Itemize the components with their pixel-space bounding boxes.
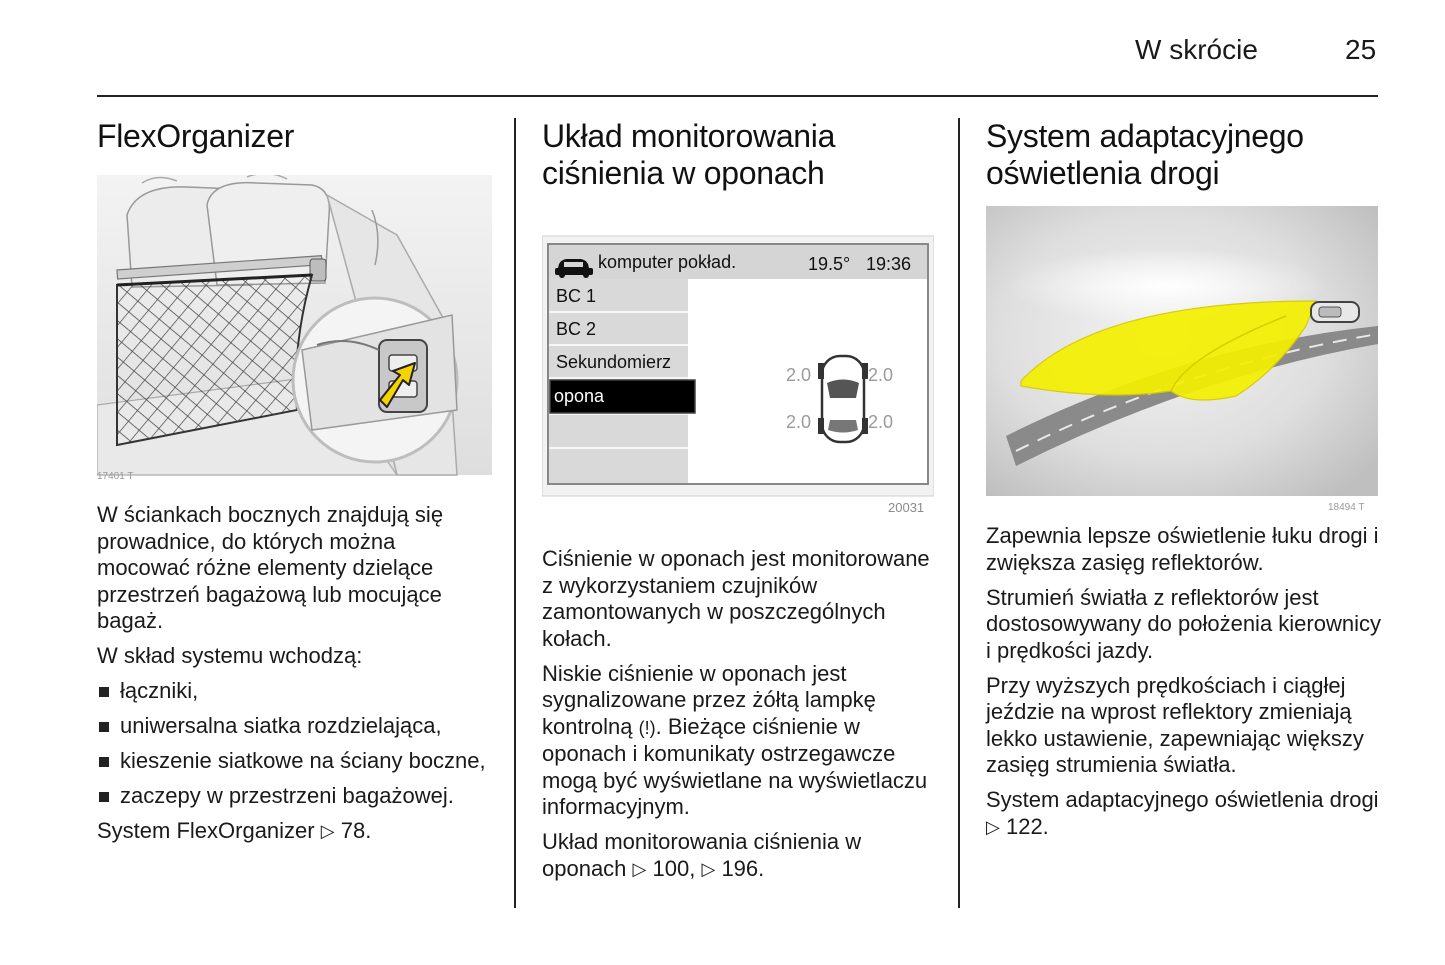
paragraph: Ciśnienie w oponach jest monitorowane z wykorzystaniem czujników zamontowanych w poszczególnych kołach.	[542, 546, 930, 651]
reference-text: System adaptacyjnego oświetlenia drogi	[986, 787, 1379, 812]
paragraph: Zapewnia lepsze oświetlenie łuku drogi i zwiększa zasięg reflektorów.	[986, 523, 1379, 575]
list-item-text: łączniki,	[120, 678, 199, 703]
page-reference-icon: ▷	[320, 821, 335, 841]
menu-item-bc2[interactable]: BC 2	[556, 319, 597, 339]
page-reference-icon: ▷	[701, 858, 716, 879]
paragraph-text: . Bieżące ciśnienie w oponach i komunikaty ostrzegawcze mogą być wyświetlane na wyświetlaczu informacyjnym.	[542, 713, 928, 819]
section-title-line: System adaptacyjnego	[986, 118, 1304, 154]
section-name: W skrócie	[1135, 34, 1258, 65]
paragraph: Przy wyższych prędkościach i ciągłej jeździe na wprost reflektory zmieniają lekko ustawienie, zapewniając większy zasięg strumienia światła.	[986, 672, 1364, 777]
list-item-text: uniwersalna siatka rozdzielająca,	[120, 713, 442, 738]
bullet-icon	[99, 687, 109, 697]
reference-text: Układ monitorowania ciśnienia w oponach	[542, 829, 862, 881]
pressure-front-left: 2.0	[786, 365, 812, 385]
paragraph-text: Niskie ciśnienie w oponach jest sygnalizowane przez żółtą lampkę kontrolną	[542, 660, 876, 739]
pressure-rear-left: 2.0	[786, 412, 812, 432]
figure-id: 20031	[888, 500, 925, 515]
tpms-figure	[542, 208, 934, 528]
adaptive-lighting-figure	[986, 206, 1378, 521]
column-tpms	[542, 118, 937, 891]
display-temperature: 19.5°	[808, 254, 851, 274]
paragraph: Strumień światła z reflektorów jest dostosowywany do położenia kierownicy i prędkości jazdy.	[986, 584, 1381, 663]
menu-item-bc1[interactable]: BC 1	[556, 286, 597, 306]
column-flexorganizer	[97, 118, 492, 853]
section-title-line: oświetlenia drogi	[986, 155, 1220, 191]
display-header-label: komputer pokład.	[598, 252, 737, 272]
flexorganizer-figure	[97, 175, 492, 490]
reference-text: System FlexOrganizer	[97, 818, 315, 843]
page-reference[interactable]	[986, 787, 1381, 840]
tpms-warning-icon: (!)	[638, 717, 656, 738]
list-item	[97, 783, 492, 810]
column-adaptive-lighting	[986, 118, 1381, 849]
paragraph: W ściankach bocznych znajdują się prowadnice, do których można mocować różne elementy dzielące przestrzeń bagażową lub mocujące bagaż.	[97, 502, 444, 633]
display-time: 19:36	[866, 254, 912, 274]
pressure-rear-right: 2.0	[868, 412, 894, 432]
menu-item-tyre-selected[interactable]: opona	[554, 386, 605, 406]
headlight-beam-illustration	[986, 206, 1378, 516]
paragraph: W skład systemu wchodzą:	[97, 643, 363, 668]
reference-page: 100,	[652, 855, 696, 881]
car-icon	[1311, 302, 1359, 322]
list-item	[97, 748, 492, 775]
menu-item-stopwatch[interactable]: Sekundomierz	[556, 352, 672, 372]
page-reference-icon: ▷	[632, 858, 647, 879]
reference-page: 78.	[340, 818, 372, 843]
reference-page: 122.	[1005, 813, 1049, 839]
component-list	[97, 678, 492, 810]
column-divider	[958, 118, 960, 908]
pressure-front-right: 2.0	[868, 365, 894, 385]
bullet-icon	[99, 757, 109, 767]
header-rule	[97, 95, 1378, 97]
list-item-text: kieszenie siatkowe na ściany boczne,	[120, 748, 486, 773]
page-number: 25	[1345, 34, 1377, 65]
page-reference[interactable]	[97, 818, 492, 845]
page-reference-icon: ▷	[986, 816, 1000, 837]
list-item	[97, 678, 492, 705]
figure-id: 18494 T	[1328, 502, 1365, 513]
car-top-view-icon	[818, 356, 868, 442]
cargo-net-illustration	[97, 175, 492, 490]
reference-page: 196.	[721, 855, 765, 881]
column-divider	[514, 118, 516, 908]
bullet-icon	[99, 792, 109, 802]
section-title-line: Układ monitorowania	[542, 118, 836, 154]
figure-id: 17401 T	[97, 471, 134, 482]
page-reference[interactable]	[542, 829, 937, 882]
section-title: FlexOrganizer	[97, 118, 295, 154]
list-item	[97, 713, 492, 740]
list-item-text: zaczepy w przestrzeni bagażowej.	[120, 783, 454, 808]
paragraph	[542, 661, 937, 821]
bullet-icon	[99, 722, 109, 732]
section-title-line: ciśnienia w oponach	[542, 155, 825, 191]
